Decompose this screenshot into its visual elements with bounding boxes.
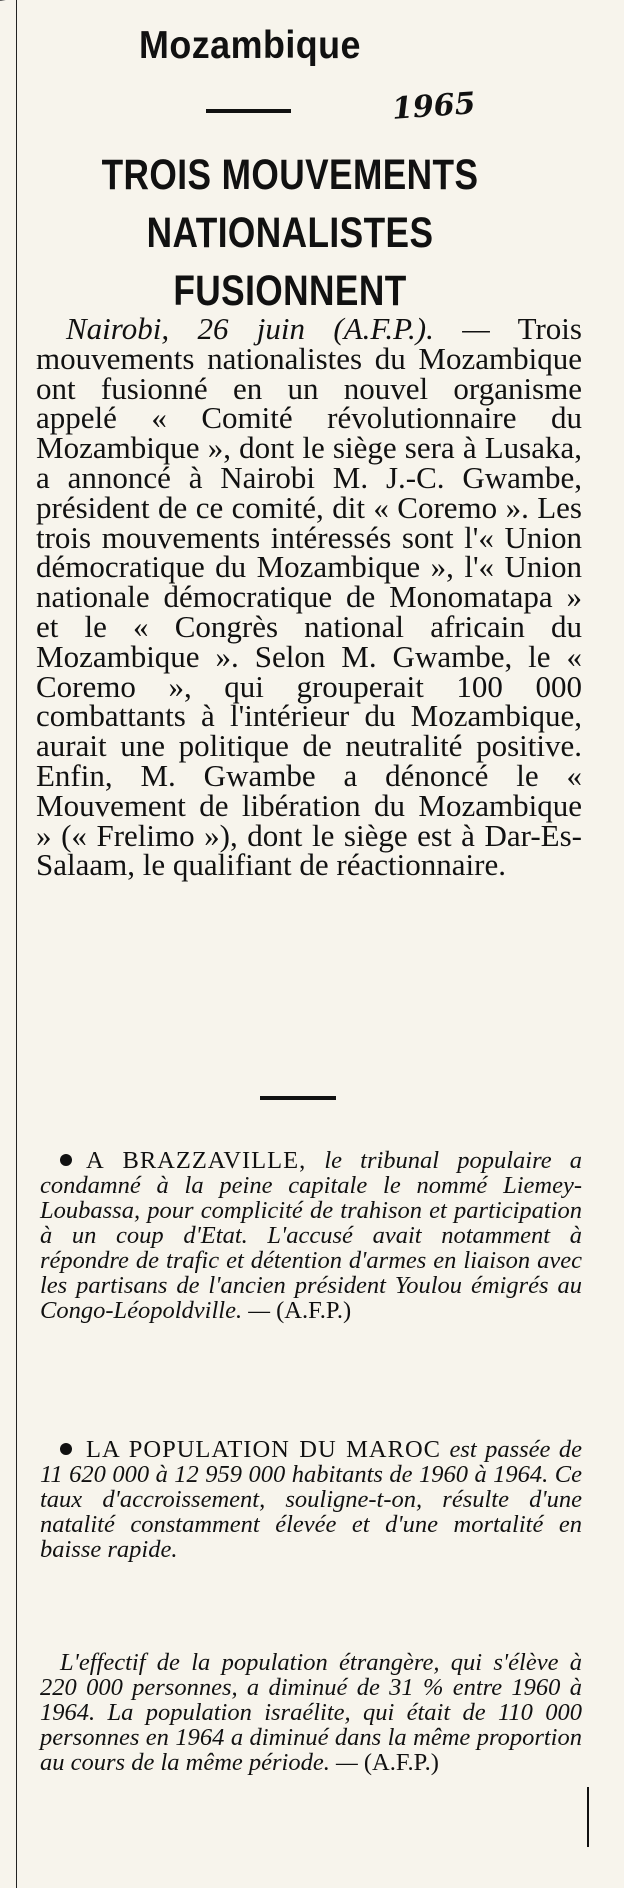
left-column-rule [16,0,17,1888]
handwritten-year: 1965 [390,86,477,127]
article-divider [260,1096,336,1100]
headline-line-2: NATIONALISTES FUSIONNENT [146,209,434,315]
heading-divider [206,109,291,113]
brief-text: le tribunal populaire a condamné à la peine capitale le nommé Liemey-Loubassa, pour complicité de trahison et participation à un coup d'Etat. L'accusé avait notamment à répondre de trafic et détention d'armes en liaison avec les partisans de l'ancien président Youlou émigrés au Congo-Léopoldville. — [40,1147,583,1324]
bullet-icon [60,1443,72,1455]
brief-lead: A BRAZZAVILLE, [86,1147,307,1174]
right-margin-mark [587,1787,589,1847]
brief-source: (A.F.P.) [363,1749,439,1776]
top-ink-mark [0,0,37,9]
brief-maroc-continued [40,1650,582,1775]
article-headline [85,146,495,320]
section-heading: Mozambique [139,24,361,67]
brief-maroc [40,1437,582,1562]
brief-text: est passée de 11 620 000 à 12 959 000 habitants de 1960 à 1964. Ce taux d'accroissement, souligne-t-on, résulte d'une natalité constamment élevée et d'une mortalité en baisse rapide. [40,1436,582,1563]
bullet-icon [60,1154,72,1166]
article-text: Trois mouvements nationalistes du Mozambique ont fusionné en un nouvel organisme appelé « Comité révolutionnaire du Mozambique », dont le siège sera à Lusaka, a annoncé à Nairobi M. J.-C. Gwambe, président de ce comité, dit « Coremo ». Les trois mouvements intéressés sont l'« Union démocratique du Mozambique », l'« Union nationale démocratique de Monomatapa » et le « Congrès national africain du Mozambique ». Selon M. Gwambe, le « Coremo », qui grouperait 100 000 combattants à l'intérieur du Mozambique, aurait une politique de neutralité positive. Enfin, M. Gwambe a dénoncé le « Mouvement de libération du Mozambique » (« Frelimo »), dont le siège est à Dar-Es-Salaam, le qualifiant de réactionnaire. [36,311,582,883]
brief-lead: LA POPULATION DU MAROC [86,1436,441,1463]
headline-line-1: TROIS MOUVEMENTS [101,151,479,199]
article-dateline: Nairobi, 26 juin (A.F.P.). — [66,311,490,346]
brief-source: (A.F.P.) [276,1297,352,1324]
brief-brazzaville [40,1148,582,1323]
brief-text: L'effectif de la population étrangère, qui s'élève à 220 000 personnes, a diminué de 31 % entre 1960 à 1964. La population israélite, qui était de 110 000 personnes en 1964 a diminué dans la même proportion au cours de la même période. — [40,1649,582,1776]
article-body [36,311,582,883]
